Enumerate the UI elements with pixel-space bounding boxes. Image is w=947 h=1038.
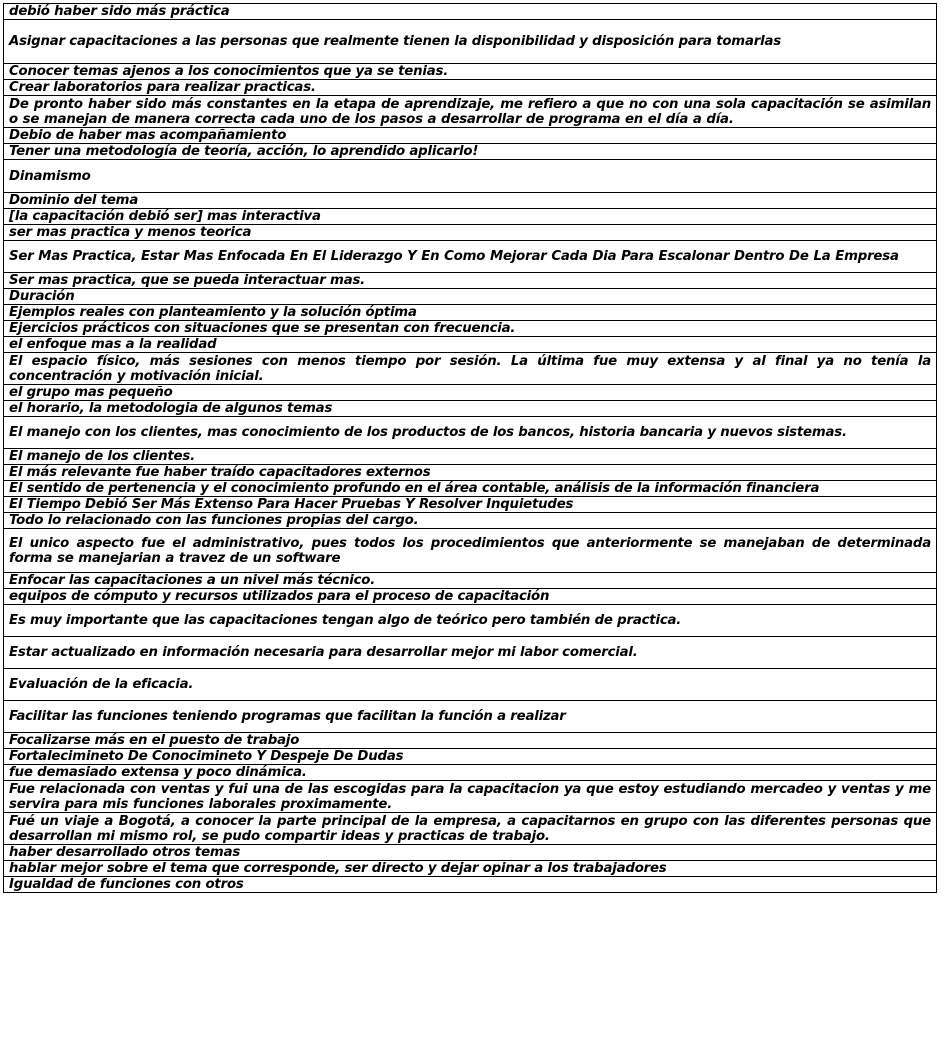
response-cell: Tener una metodología de teoría, acción, lo aprendido aplicarlo! (4, 144, 937, 160)
table-row (4, 64, 937, 80)
responses-table-body (4, 4, 937, 893)
table-row (4, 877, 937, 893)
table-row (4, 781, 937, 813)
table-row (4, 813, 937, 845)
response-cell: hablar mejor sobre el tema que corresponde, ser directo y dejar opinar a los trabajadores (4, 861, 937, 877)
response-cell: Asignar capacitaciones a las personas que realmente tienen la disponibilidad y disposición para tomarlas (4, 20, 937, 64)
response-cell: Duración (4, 289, 937, 305)
table-row (4, 353, 937, 385)
table-row (4, 845, 937, 861)
response-cell: equipos de cómputo y recursos utilizados para el proceso de capacitación (4, 589, 937, 605)
table-row (4, 193, 937, 209)
response-cell: fue demasiado extensa y poco dinámica. (4, 765, 937, 781)
table-row (4, 861, 937, 877)
response-cell: Fue relacionada con ventas y fui una de las escogidas para la capacitacion ya que estoy estudiando mercadeo y ventas y me servira para mis funciones laborales proximamente. (4, 781, 937, 813)
response-cell: Todo lo relacionado con las funciones propias del cargo. (4, 513, 937, 529)
response-cell: Dominio del tema (4, 193, 937, 209)
table-row (4, 573, 937, 589)
table-row (4, 749, 937, 765)
response-cell: Igualdad de funciones con otros (4, 877, 937, 893)
response-cell: ser mas practica y menos teorica (4, 225, 937, 241)
table-row (4, 637, 937, 669)
table-row (4, 273, 937, 289)
response-cell: Es muy importante que las capacitaciones tengan algo de teórico pero también de practica. (4, 605, 937, 637)
table-row (4, 513, 937, 529)
table-row (4, 80, 937, 96)
response-cell: Ejercicios prácticos con situaciones que se presentan con frecuencia. (4, 321, 937, 337)
table-row (4, 128, 937, 144)
response-cell: Ser Mas Practica, Estar Mas Enfocada En El Liderazgo Y En Como Mejorar Cada Dia Para Escalonar Dentro De La Empresa (4, 241, 937, 273)
response-cell: el enfoque mas a la realidad (4, 337, 937, 353)
table-row (4, 241, 937, 273)
table-row (4, 385, 937, 401)
response-cell: Focalizarse más en el puesto de trabajo (4, 733, 937, 749)
table-row (4, 337, 937, 353)
table-row (4, 605, 937, 637)
table-row (4, 733, 937, 749)
table-row (4, 669, 937, 701)
response-cell: Ser mas practica, que se pueda interactuar mas. (4, 273, 937, 289)
table-row (4, 209, 937, 225)
response-cell: haber desarrollado otros temas (4, 845, 937, 861)
response-cell: [la capacitación debió ser] mas interactiva (4, 209, 937, 225)
table-row (4, 401, 937, 417)
response-cell: Fué un viaje a Bogotá, a conocer la parte principal de la empresa, a capacitarnos en grupo con las diferentes personas que desarrollan mi mismo rol, se pudo compartir ideas y practicas de trabajo. (4, 813, 937, 845)
response-cell: El más relevante fue haber traído capacitadores externos (4, 465, 937, 481)
table-row (4, 465, 937, 481)
table-row (4, 449, 937, 465)
table-row (4, 589, 937, 605)
response-cell: Crear laboratorios para realizar practicas. (4, 80, 937, 96)
table-row (4, 289, 937, 305)
response-cell: De pronto haber sido más constantes en la etapa de aprendizaje, me refiero a que no con una sola capacitación se asimilan o se manejan de manera correcta cada uno de los pasos a desarrollar de programa en el día a día. (4, 96, 937, 128)
table-row (4, 305, 937, 321)
response-cell: El Tiempo Debió Ser Más Extenso Para Hacer Pruebas Y Resolver Inquietudes (4, 497, 937, 513)
response-cell: Facilitar las funciones teniendo programas que facilitan la función a realizar (4, 701, 937, 733)
response-cell: Ejemplos reales con planteamiento y la solución óptima (4, 305, 937, 321)
response-cell: Debio de haber mas acompañamiento (4, 128, 937, 144)
response-cell: Enfocar las capacitaciones a un nivel más técnico. (4, 573, 937, 589)
table-row (4, 225, 937, 241)
responses-table (3, 3, 937, 893)
table-row (4, 4, 937, 20)
table-row (4, 417, 937, 449)
response-cell: el grupo mas pequeño (4, 385, 937, 401)
response-cell: El manejo de los clientes. (4, 449, 937, 465)
response-cell: Evaluación de la eficacia. (4, 669, 937, 701)
table-row (4, 765, 937, 781)
table-row (4, 497, 937, 513)
response-cell: El espacio físico, más sesiones con menos tiempo por sesión. La última fue muy extensa y al final ya no tenía la concentración y motivación inicial. (4, 353, 937, 385)
table-row (4, 20, 937, 64)
table-row (4, 529, 937, 573)
table-row (4, 321, 937, 337)
table-row (4, 160, 937, 193)
table-row (4, 481, 937, 497)
response-cell: Conocer temas ajenos a los conocimientos que ya se tenias. (4, 64, 937, 80)
response-cell: El manejo con los clientes, mas conocimiento de los productos de los bancos, historia bancaria y nuevos sistemas. (4, 417, 937, 449)
response-cell: El unico aspecto fue el administrativo, pues todos los procedimientos que anteriormente se manejaban de determinada forma se manejarian a travez de un software (4, 529, 937, 573)
table-row (4, 96, 937, 128)
response-cell: debió haber sido más práctica (4, 4, 937, 20)
response-cell: Dinamismo (4, 160, 937, 193)
response-cell: Fortalecimineto De Conocimineto Y Despeje De Dudas (4, 749, 937, 765)
response-cell: El sentido de pertenencia y el conocimiento profundo en el área contable, análisis de la información financiera (4, 481, 937, 497)
table-row (4, 701, 937, 733)
response-cell: el horario, la metodologia de algunos temas (4, 401, 937, 417)
table-row (4, 144, 937, 160)
response-cell: Estar actualizado en información necesaria para desarrollar mejor mi labor comercial. (4, 637, 937, 669)
